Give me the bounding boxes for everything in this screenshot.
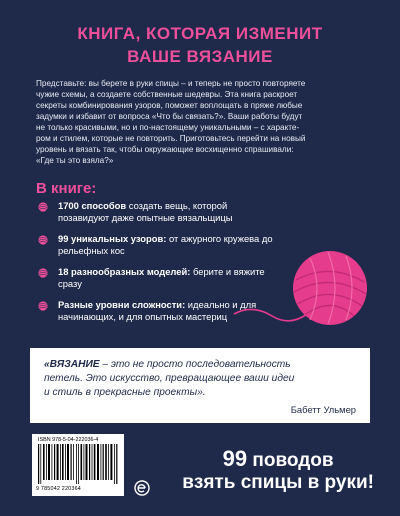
- title-line: КНИГА, КОТОРАЯ ИЗМЕНИТ: [77, 24, 323, 43]
- barcode: [32, 434, 124, 496]
- intro-line: ром и стилем, которые не повторить. Приготовьтесь перейти на новый: [36, 134, 306, 143]
- barcode-bars: [38, 444, 118, 484]
- quote-line: – это не просто последовательность: [99, 359, 291, 370]
- barcode-number: 9 785042 220364: [36, 486, 81, 492]
- intro-line: секреты комбинирования узоров, поможет воплощать в пряже любые: [36, 101, 303, 110]
- quote-author: Бабетт Ульмер: [290, 404, 356, 415]
- tagline-text: взять спицы в руки!: [182, 472, 374, 493]
- title-line: ВАШЕ ВЯЗАНИЕ: [127, 47, 273, 66]
- feature-highlight: 1700 способов: [58, 200, 127, 211]
- quote-text: [44, 358, 360, 400]
- quote-line: петель. Это искусство, превращающее ваши идеи: [44, 373, 295, 384]
- feature-highlight: 99 уникальных узоров:: [58, 233, 167, 244]
- yarn-ball-illustration: [232, 244, 372, 334]
- intro-line: чужие схемы, а создаете собственные шедевры. Эта книга раскроет: [36, 90, 298, 99]
- feature-highlight: 18 разнообразных моделей:: [58, 266, 191, 277]
- publisher-logo-icon: [134, 480, 150, 496]
- quote-box: [30, 348, 370, 423]
- yarn-ball-icon: [38, 235, 48, 245]
- intro-line: уровень и вязать так, чтобы окружающие восхищенно спрашивали:: [36, 145, 294, 154]
- tagline: [182, 448, 374, 494]
- quote-lead: «ВЯЗАНИЕ: [44, 359, 100, 370]
- feature-text: создать вещь, которой позавидуют даже опытные вязальщицы: [58, 200, 233, 223]
- isbn-label: ISBN 978-5-04-222036-4: [38, 437, 99, 443]
- intro-line: не только красивыми, но и по-настоящему уникальными – с характе-: [36, 123, 300, 132]
- quote-line: и стиль в прекрасные проекты».: [44, 387, 206, 398]
- feature-text: берите и вяжите сразу: [58, 266, 265, 289]
- feature-highlight: Разные уровни сложности:: [58, 299, 186, 310]
- intro-line: задумки и избавит от вопроса «Что бы связать?». Ваши работы будут: [36, 112, 303, 121]
- tagline-number: 99: [222, 446, 248, 471]
- tagline-text: поводов: [247, 450, 334, 471]
- feature-text: от ажурного кружева до рельефных кос: [58, 233, 273, 256]
- book-title: [0, 22, 400, 68]
- feature-item: [36, 200, 276, 224]
- intro-paragraph: [36, 78, 348, 166]
- section-heading: В книге:: [36, 180, 97, 197]
- yarn-ball-icon: [38, 202, 48, 212]
- intro-line: Представьте: вы берете в руки спицы – и теперь не просто повторяете: [36, 79, 306, 88]
- yarn-ball-icon: [38, 301, 48, 311]
- yarn-ball-icon: [38, 268, 48, 278]
- intro-line: «Где ты это взяла?»: [36, 156, 114, 165]
- feature-text: идеально и для начинающих, и для опытных мастериц: [58, 299, 257, 322]
